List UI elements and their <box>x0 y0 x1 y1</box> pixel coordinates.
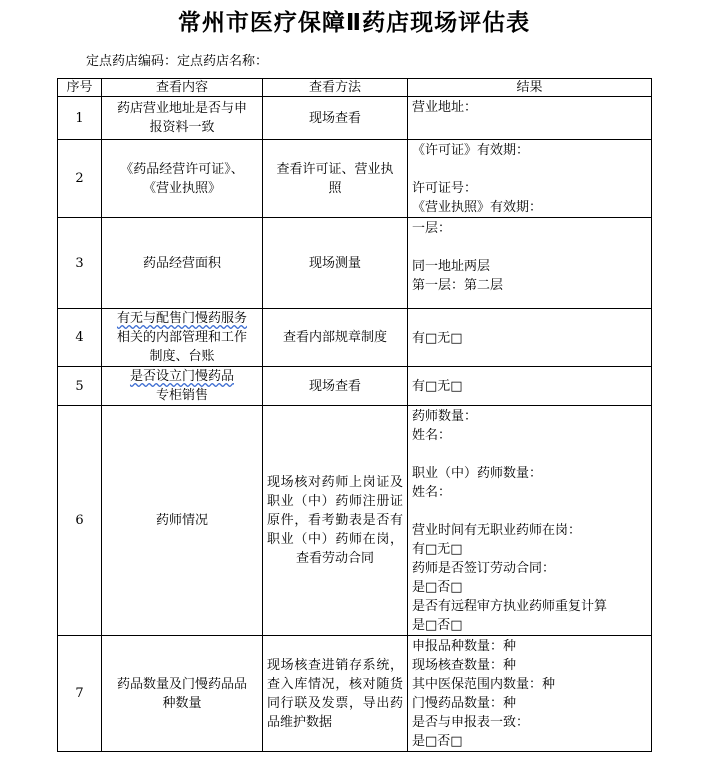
row-number: 5 <box>58 367 102 406</box>
row-number: 1 <box>58 97 102 140</box>
row-method: 查看许可证、营业执 照 <box>263 140 408 218</box>
row-method: 现场查看 <box>263 367 408 406</box>
row-result: 药师数量： 姓名： 职业（中）药师数量： 姓名： 营业时间有无职业药师在岗： 有□无□ 药师是否签订劳动合同： 是□否□ 是否有远程审方执业药师重复计算 是□否□ <box>408 406 652 636</box>
row-content: 药店营业地址是否与申 报资料一致 <box>102 97 263 140</box>
table-row <box>58 97 652 140</box>
row-result: 一层： 同一地址两层 第一层：第二层 <box>408 218 652 309</box>
row-content: 是否设立门慢药品 专柜销售 <box>102 367 263 406</box>
row-number: 4 <box>58 309 102 367</box>
row-number: 3 <box>58 218 102 309</box>
pharmacy-id-line: 定点药店编码：定点药店名称： <box>86 54 269 69</box>
row-method: 现场测量 <box>263 218 408 309</box>
row-number: 6 <box>58 406 102 636</box>
row-method: 现场核对药师上岗证及职业（中）药师注册证原件，看考勤表是否有职业（中）药师在岗，查看劳动合同 <box>263 406 408 636</box>
row-result: 有□无□ <box>408 367 652 406</box>
table-header-row <box>58 79 652 97</box>
table-row <box>58 218 652 309</box>
header-no: 序号 <box>58 79 102 97</box>
row-number: 7 <box>58 636 102 752</box>
header-result: 结果 <box>408 79 652 97</box>
row-result: 申报品种数量：种 现场核查数量：种 其中医保范围内数量：种 门慢药品数量：种 是否与申报表一致： 是□否□ <box>408 636 652 752</box>
row-content: 药师情况 <box>102 406 263 636</box>
table-row <box>58 406 652 636</box>
row-content: 有无与配售门慢药服务 相关的内部管理和工作 制度、台账 <box>102 309 263 367</box>
table-row <box>58 636 652 752</box>
page-title: 常州市医疗保障Ⅱ药店现场评估表 <box>177 10 531 36</box>
row-method: 现场查看 <box>263 97 408 140</box>
row-number: 2 <box>58 140 102 218</box>
row-result: 营业地址： <box>408 97 652 140</box>
row-content: 药品数量及门慢药品品 种数量 <box>102 636 263 752</box>
table-row <box>58 309 652 367</box>
row-method: 现场核查进销存系统，查入库情况，核对随货同行联及发票，导出药品维护数据 <box>263 636 408 752</box>
header-content: 查看内容 <box>102 79 263 97</box>
table-row <box>58 367 652 406</box>
evaluation-table <box>57 78 652 752</box>
row-method: 查看内部规章制度 <box>263 309 408 367</box>
header-method: 查看方法 <box>263 79 408 97</box>
row-content: 药品经营面积 <box>102 218 263 309</box>
row-result: 《许可证》有效期： 许可证号： 《营业执照》有效期： <box>408 140 652 218</box>
row-content: 《药品经营许可证》、 《营业执照》 <box>102 140 263 218</box>
row-result: 有□无□ <box>408 309 652 367</box>
table-row <box>58 140 652 218</box>
